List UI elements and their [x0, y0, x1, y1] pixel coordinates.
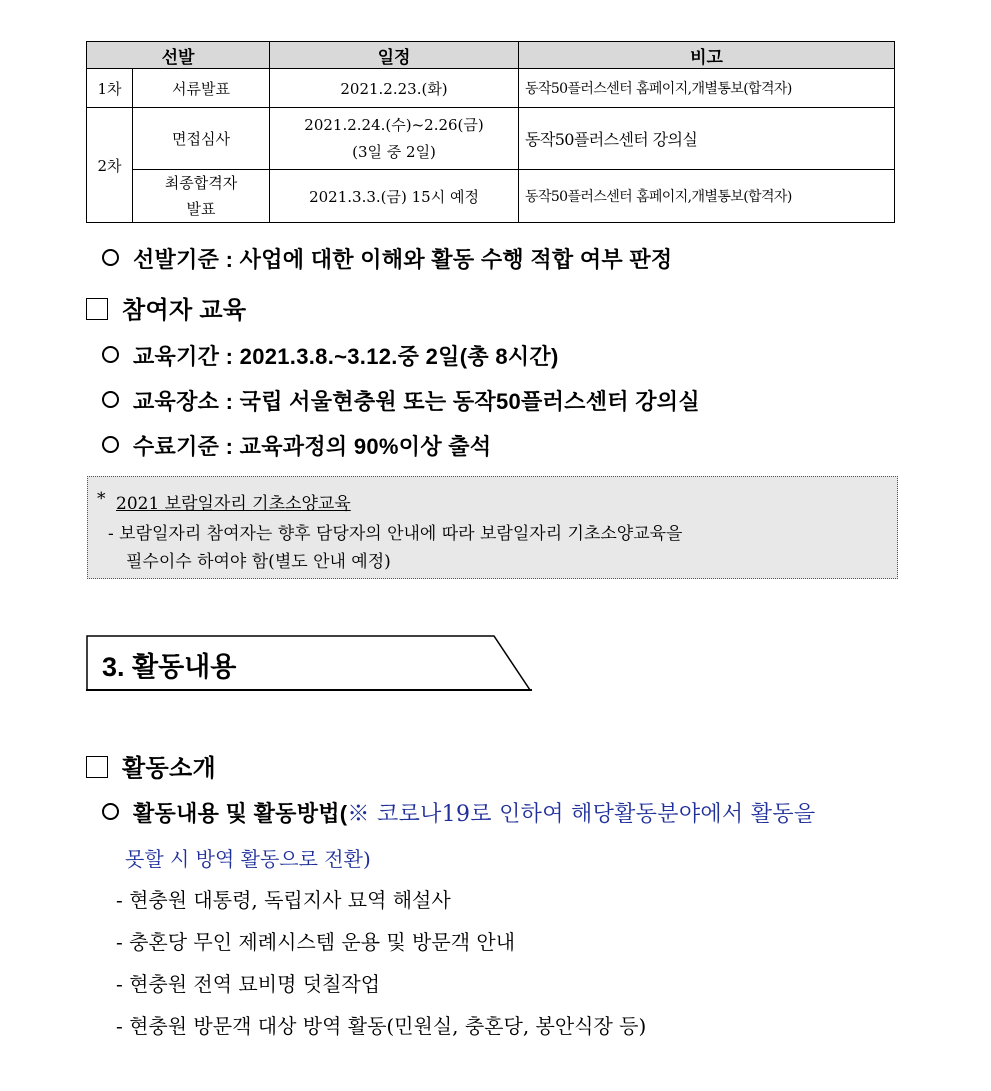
header-selection: 선발	[87, 42, 270, 69]
table-row	[87, 69, 895, 108]
completion-criteria	[102, 430, 491, 461]
activity-note-1: ※ 코로나19로 인하여 해당활동분야에서 활동을	[347, 802, 816, 827]
schedule-table	[86, 41, 895, 223]
education-period	[102, 340, 559, 371]
stage-cell: 서류발표	[133, 69, 270, 108]
notice-box	[87, 476, 898, 579]
stage-cell: 면접심사	[133, 108, 270, 170]
round-cell: 1차	[87, 69, 133, 108]
date-line: 2021.2.24.(수)~2.26(금)	[304, 115, 484, 134]
notice-star: *	[97, 489, 106, 509]
education-place	[102, 385, 700, 416]
circle-bullet-icon	[102, 249, 119, 266]
header-remarks: 비고	[519, 42, 895, 69]
table-row	[87, 170, 895, 223]
activity-item: - 현충원 전역 묘비명 덧칠작업	[116, 972, 381, 996]
section-title: 3. 활동내용	[102, 652, 237, 682]
stage-cell	[133, 170, 270, 223]
activity-item: - 충혼당 무인 제례시스템 운용 및 방문객 안내	[116, 930, 516, 954]
criteria-text: 선발기준 : 사업에 대한 이해와 활동 수행 적합 여부 판정	[133, 247, 673, 272]
stage-line-sub: 발표	[186, 200, 216, 218]
circle-bullet-icon	[102, 346, 119, 363]
education-heading	[86, 290, 246, 325]
notice-line-1: - 보람일자리 참여자는 향후 담당자의 안내에 따라 보람일자리 기초소양교육을	[108, 524, 683, 544]
education-period-text: 교육기간 : 2021.3.8.~3.12.중 2일(총 8시간)	[133, 344, 559, 369]
table-row	[87, 108, 895, 170]
note-cell: 동작50플러스센터 홈페이지,개별통보(합격자)	[519, 170, 895, 223]
date-cell: 2021.2.23.(화)	[270, 69, 519, 108]
activity-item: - 현충원 방문객 대상 방역 활동(민원실, 충혼당, 봉안식장 등)	[116, 1014, 647, 1038]
circle-bullet-icon	[102, 436, 119, 453]
education-heading-text: 참여자 교육	[122, 297, 247, 324]
round-cell: 2차	[87, 108, 133, 223]
note-cell: 동작50플러스센터 강의실	[519, 108, 895, 170]
activity-main	[102, 797, 815, 828]
circle-bullet-icon	[102, 391, 119, 408]
date-line-sub: (3일 중 2일)	[352, 142, 436, 161]
activity-note-2: 못할 시 방역 활동으로 전환)	[125, 847, 371, 871]
date-cell	[270, 108, 519, 170]
activity-item: - 현충원 대통령, 독립지사 묘역 해설사	[116, 888, 451, 912]
education-place-text: 교육장소 : 국립 서울현충원 또는 동작50플러스센터 강의실	[133, 389, 700, 414]
square-box-icon	[86, 756, 108, 778]
circle-bullet-icon	[102, 803, 119, 820]
activity-main-text: 활동내용 및 활동방법(	[133, 801, 348, 826]
date-cell: 2021.3.3.(금) 15시 예정	[270, 170, 519, 223]
completion-criteria-text: 수료기준 : 교육과정의 90%이상 출석	[133, 434, 492, 459]
header-schedule: 일정	[270, 42, 519, 69]
activity-heading	[86, 748, 216, 783]
note-cell: 동작50플러스센터 홈페이지,개별통보(합격자)	[519, 69, 895, 108]
notice-title: 2021 보람일자리 기초소양교육	[116, 494, 351, 514]
square-box-icon	[86, 298, 108, 320]
activity-heading-text: 활동소개	[122, 755, 216, 782]
selection-criteria	[102, 243, 672, 274]
stage-line: 최종합격자	[164, 174, 238, 192]
notice-line-2: 필수이수 하여야 함(별도 안내 예정)	[126, 552, 391, 572]
